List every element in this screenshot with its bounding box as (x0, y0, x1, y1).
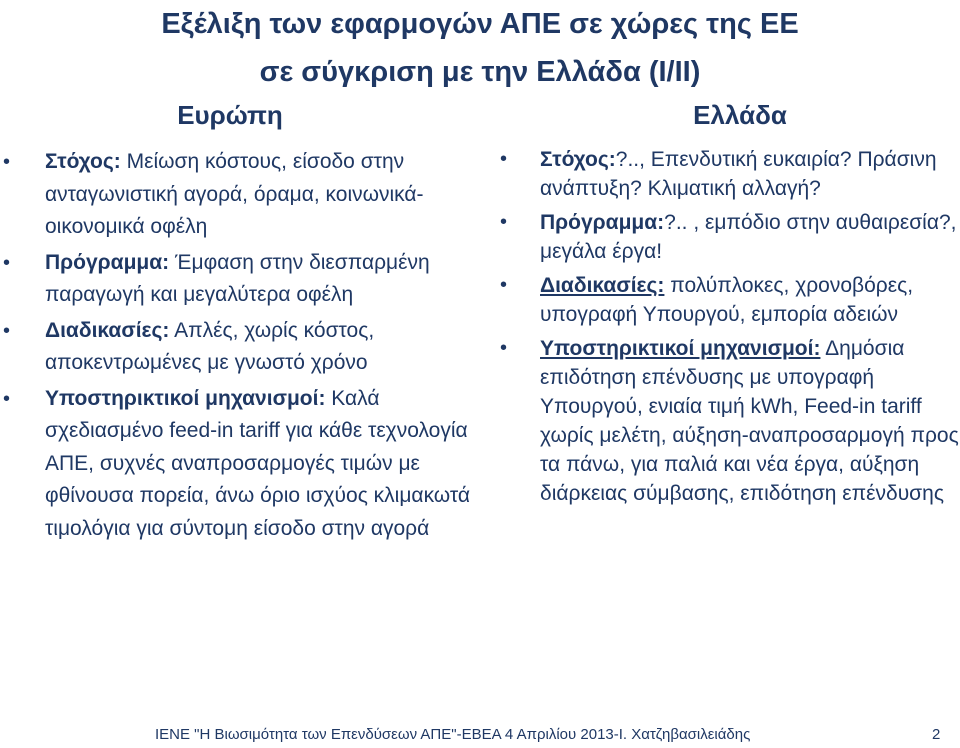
footer-text: ΙΕΝΕ "Η Βιωσιμότητα των Επενδύσεων ΑΠΕ"-ΕΒΕΑ 4 Απριλίου 2013-Ι. Χατζηβασιλειάδης (155, 726, 751, 743)
page-number: 2 (932, 726, 941, 743)
list-item (0, 146, 480, 244)
item-label: Υποστηρικτικοί μηχανισμοί: (540, 337, 821, 360)
bullet-icon: • (3, 387, 11, 410)
item-label: Στόχος: (45, 150, 121, 173)
bullet-icon: • (3, 151, 11, 173)
bullet-icon: • (500, 148, 508, 170)
list-item (0, 315, 480, 380)
item-label: Πρόγραμμα: (540, 211, 665, 234)
item-text: ?.., Επενδυτική ευκαιρία? Πράσινη ανάπτυξη? Κλιματική αλλαγή? (540, 148, 937, 200)
item-text: ?.. , εμπόδιο στην αυθαιρεσία?, μεγάλα έργα! (540, 211, 957, 263)
item-text: Μείωση κόστους, είσοδο στην ανταγωνιστική αγορά, όραμα, κοινωνικά-οικονομικά οφέλη (45, 150, 424, 238)
list-item (0, 247, 480, 312)
europe-heading: Ευρώπη (177, 100, 283, 130)
item-text: Δημόσια επιδότηση επένδυσης με υπογραφή Υπουργού, ενιαία τιμή kWh, Feed-in tariff χωρίς μελέτη, αύξηση-αναπροσαρμογή προς τα πάνω, για παλιά και νέα έργα, αύξηση διάρκειας σύμβασης, επιδότηση επένδυσης (540, 337, 959, 505)
europe-bullet-list (0, 146, 480, 548)
bullet-icon: • (3, 319, 11, 342)
slide-title-line-2: σε σύγκριση με την Ελλάδα (I/II) (259, 56, 701, 88)
item-label: Υποστηρικτικοί μηχανισμοί: (45, 386, 326, 410)
greece-heading: Ελλάδα (693, 100, 787, 130)
item-label: Στόχος: (540, 148, 616, 171)
item-text: Απλές, χωρίς κόστος, αποκεντρωμένες με γνωστό χρόνο (45, 318, 375, 374)
slide-title (0, 0, 960, 96)
list-item (490, 145, 960, 203)
list-item (490, 334, 960, 508)
bullet-icon: • (500, 211, 508, 233)
item-text: Καλά σχεδιασμένο feed-in tariff για κάθε τεχνολογία ΑΠΕ, συχνές αναπροσαρμογές τιμών με φθίνουσα πορεία, άνω όριο ισχύος κλιμακωτά τιμολόγια για σύντομη είσοδο στην αγορά (45, 386, 471, 540)
bullet-icon: • (500, 274, 508, 296)
item-label: Πρόγραμμα: (45, 250, 170, 274)
list-item (490, 208, 960, 266)
greece-bullet-list (490, 145, 960, 513)
item-label: Διαδικασίες: (45, 318, 170, 342)
bullet-icon: • (500, 337, 508, 359)
list-item (490, 271, 960, 329)
item-text: πολύπλοκες, χρονοβόρες, υπογραφή Υπουργού, εμπορία αδειών (540, 274, 914, 326)
item-text: Έμφαση στην διεσπαρμένη παραγωγή και μεγαλύτερα οφέλη (45, 250, 430, 306)
slide-title-line-1: Εξέλιξη των εφαρμογών ΑΠΕ σε χώρες της ΕΕ (161, 8, 799, 40)
item-label: Διαδικασίες: (540, 274, 665, 297)
slide-footer (0, 722, 960, 748)
bullet-icon: • (3, 251, 11, 274)
list-item (0, 383, 480, 546)
